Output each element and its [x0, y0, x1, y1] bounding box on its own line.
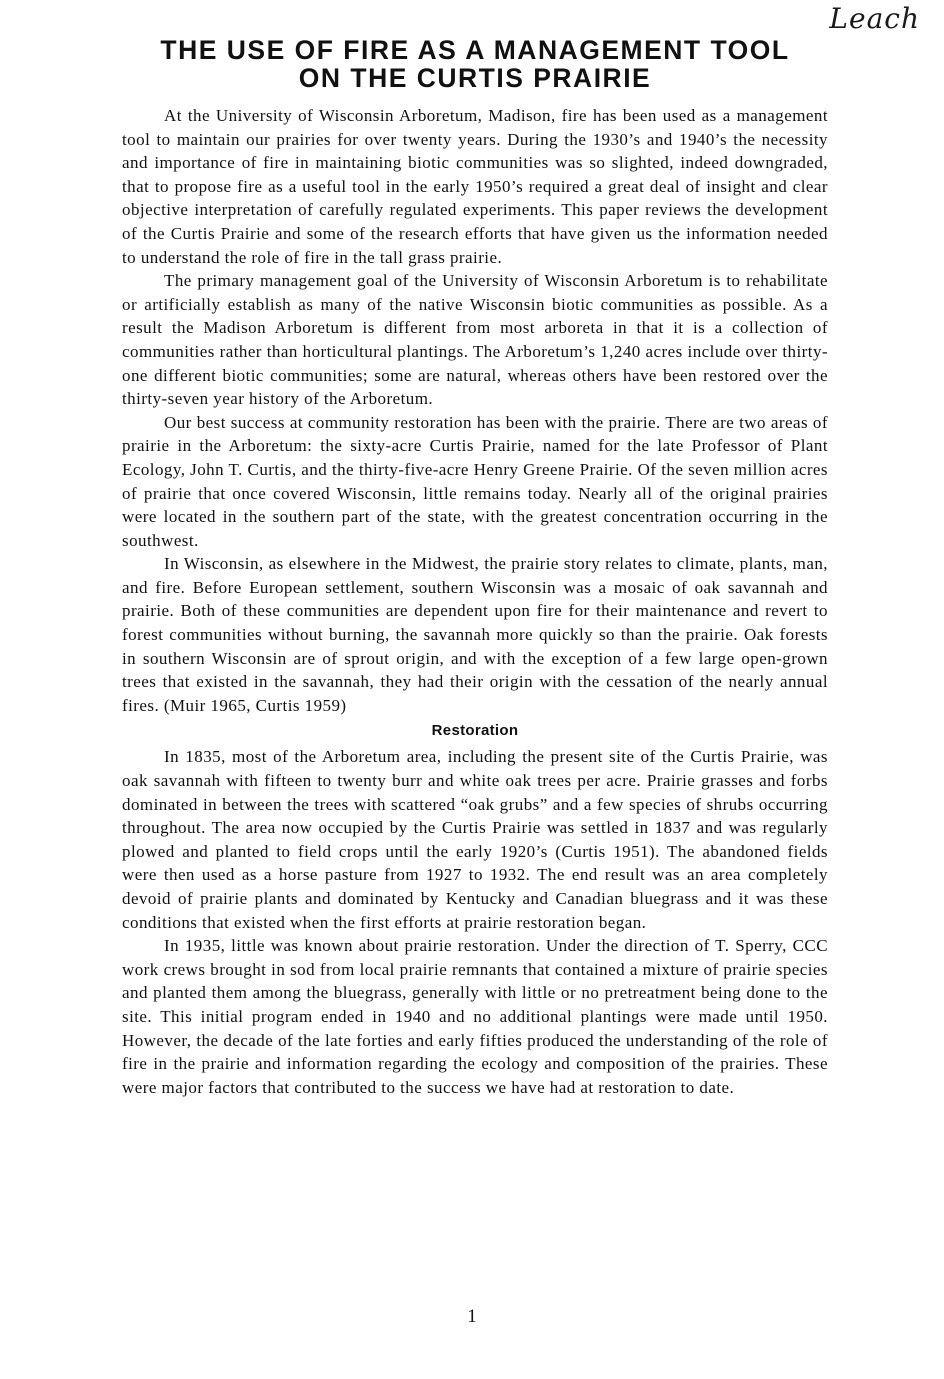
paragraph-restoration-1835: In 1835, most of the Arboretum area, including the present site of the Curtis Prairie, was oak savannah with fifteen to twenty burr and white oak trees per acre. Prairie grasses and forbs dominated in between the trees with scattered “oak grubs” and a few species of shrubs occurring throughout. The area now occupied by the Curtis Prairie was settled in 1837 and was regularly plowed and planted to field crops until the early 1920’s (Curtis 1951). The abandoned fields were then used as a horse pasture from 1927 to 1932. The end result was an area completely devoid of prairie plants and dominated by Kentucky and Canadian bluegrass and it was these conditions that existed when the first efforts at prairie restoration began.: [122, 747, 828, 932]
section-heading-restoration: Restoration: [431, 722, 519, 740]
page-number: 1: [467, 1306, 477, 1327]
paragraph-management-goal: The primary management goal of the University of Wisconsin Arboretum is to rehabilitate or artificially establish as many of the native Wisconsin biotic communities as possible. As a result the Madison Arboretum is different from most arboreta in that it is a collection of communities rather than horticultural plantings. The Arboretum’s 1,240 acres include over thirty-one different biotic communities; some are natural, whereas others have been restored over the thirty-seven year history of the Arboretum.: [122, 271, 828, 409]
paragraph-community-restoration: Our best success at community restoration has been with the prairie. There are two areas of prairie in the Arboretum: the sixty-acre Curtis Prairie, named for the late Professor of Plant Ecology, John T. Curtis, and the thirty-five-acre Henry Greene Prairie. Of the seven million acres of prairie that once covered Wisconsin, little remains today. Nearly all of the original prairies were located in the southern part of the state, with the greatest concentration occurring in the southwest.: [122, 412, 828, 550]
paragraph-restoration-1935: In 1935, little was known about prairie restoration. Under the direction of T. Sperry, CCC work crews brought in sod from local prairie remnants that contained a mixture of prairie species and planted them among the bluegrass, generally with little or no pretreatment being done to the site. This initial program ended in 1940 and no additional plantings were made until 1950. However, the decade of the late forties and early fifties produced the understanding of the role of fire in the prairie and information regarding the ecology and composition of the prairies. These were major factors that contributed to the success we have had at restoration to date.: [122, 936, 828, 1097]
paragraph-intro: At the University of Wisconsin Arboretum, Madison, fire has been used as a management tool to maintain our prairies for over twenty years. During the 1930’s and 1940’s the necessity and importance of fire in maintaining biotic communities was so slighted, indeed downgraded, that to propose fire as a useful tool in the early 1950’s required a great deal of insight and clear objective interpretation of carefully regulated experiments. This paper reviews the development of the Curtis Prairie and some of the research efforts that have given us the information needed to understand the role of fire in the tall grass prairie.: [122, 106, 828, 267]
title-line-1: THE USE OF FIRE AS A MANAGEMENT TOOL: [160, 35, 790, 65]
document-body: [122, 104, 828, 1099]
title-line-2: ON THE CURTIS PRAIRIE: [298, 63, 652, 93]
paragraph-prairie-story: In Wisconsin, as elsewhere in the Midwest, the prairie story relates to climate, plants, man, and fire. Before European settlement, southern Wisconsin was a mosaic of oak savannah and prairie. Both of these communities are dependent upon fire for their maintenance and revert to forest communities without burning, the savannah more quickly so than the prairie. Oak forests in southern Wisconsin are of sprout origin, and with the exception of a few large open-grown trees that existed in the savannah, they had their origin with the cessation of the nearly annual fires. (Muir 1965, Curtis 1959): [122, 554, 828, 715]
handwritten-author-note: Leach: [829, 2, 920, 35]
document-title: [110, 36, 840, 92]
